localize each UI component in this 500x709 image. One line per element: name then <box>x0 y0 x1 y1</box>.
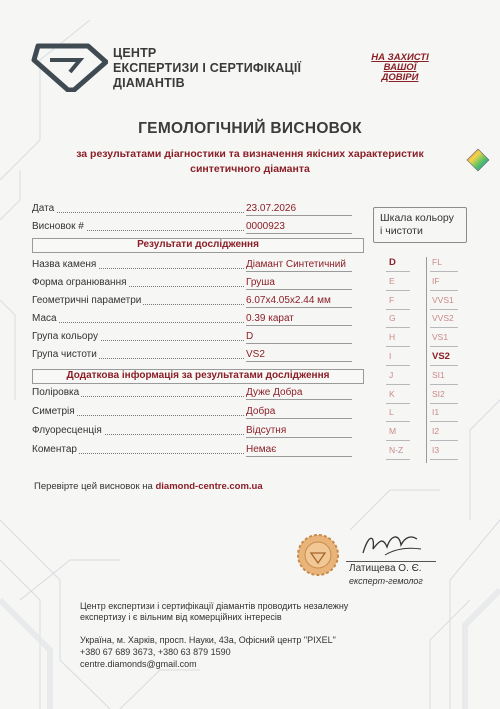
slogan-line-2: ВАШОЇ <box>383 62 417 73</box>
scale-separator <box>386 440 410 441</box>
results-row <box>32 259 352 273</box>
extra-row <box>32 444 352 458</box>
color-clarity-scale-title <box>373 207 467 243</box>
results-label: Геометричні параметри <box>32 295 142 306</box>
scale-separator <box>386 327 410 328</box>
color-grade-f: F <box>389 294 395 305</box>
date-value: 23.07.2026 <box>246 203 297 214</box>
slogan <box>354 53 446 83</box>
value-underline <box>246 418 352 419</box>
results-value: 6.07x4.05x2.44 мм <box>246 295 331 306</box>
color-grade-k: K <box>389 388 395 399</box>
value-underline <box>246 233 352 234</box>
extra-row <box>32 387 352 401</box>
document-title: ГЕМОЛОГІЧНИЙ ВИСНОВОК <box>138 120 362 137</box>
clarity-grade-vs2: VS2 <box>432 351 450 362</box>
subtitle-line-1: за результатами діагностики та визначення якісних характеристик <box>76 148 424 160</box>
extra-value: Добра <box>246 406 276 417</box>
scale-separator <box>386 403 410 404</box>
results-value: D <box>246 331 254 342</box>
color-grade-d: D <box>389 257 396 268</box>
results-label: Маса <box>32 313 57 324</box>
contact-info <box>80 634 336 670</box>
handwritten-signature <box>355 527 425 561</box>
color-grade-l: L <box>389 407 394 418</box>
extra-row <box>32 406 352 420</box>
scale-title-line-2: і чистоти <box>380 225 423 237</box>
value-underline <box>246 307 352 308</box>
clarity-grade-si2: SI2 <box>432 388 445 399</box>
dotted-leader <box>32 212 244 213</box>
scale-separator <box>386 309 410 310</box>
extra-section-header: Додаткова інформація за результатами дослідження <box>32 369 364 384</box>
scale-separator <box>386 421 410 422</box>
color-grade-i: I <box>389 351 392 361</box>
email-link[interactable]: centre.diamonds@gmail.com <box>80 659 197 669</box>
results-row <box>32 295 352 309</box>
results-row <box>32 349 352 363</box>
verify-text: Перевірте цей висновок на <box>34 481 153 492</box>
org-line-3: ДІАМАНТІВ <box>113 76 185 90</box>
scale-separator <box>386 459 410 460</box>
conclusion-number-value: 0000923 <box>246 221 285 232</box>
color-grade-e: E <box>389 275 395 286</box>
dotted-leader <box>32 322 244 323</box>
slogan-line-1: НА ЗАХИСТІ <box>371 52 429 63</box>
results-row <box>32 331 352 345</box>
results-row <box>32 277 352 291</box>
scale-separator <box>386 271 410 272</box>
scale-separator <box>430 440 458 441</box>
scale-divider <box>426 257 427 463</box>
scale-separator <box>430 271 458 272</box>
clarity-grade-i1: I1 <box>432 407 440 418</box>
document-subtitle <box>0 147 500 177</box>
value-underline <box>246 399 352 400</box>
diamond-logo-icon <box>28 42 108 92</box>
scale-separator <box>430 309 458 310</box>
clarity-grade-i3: I3 <box>432 445 440 455</box>
conclusion-number-label: Висновок # <box>32 221 84 232</box>
signer-role: експерт-гемолог <box>349 576 423 586</box>
extra-value: Відсутня <box>246 425 287 436</box>
scale-separator <box>386 290 410 291</box>
scale-separator <box>430 384 458 385</box>
org-line-2: ЕКСПЕРТИЗИ І СЕРТИФІКАЦІЇ <box>113 61 302 75</box>
results-row <box>32 313 352 327</box>
slogan-line-3: ДОВІРИ <box>381 72 419 83</box>
value-underline <box>246 437 352 438</box>
subtitle-line-2: синтетичного діаманта <box>190 163 310 175</box>
results-section-header: Результати дослідження <box>32 238 364 253</box>
hologram-sticker-icon <box>466 148 490 172</box>
value-underline <box>246 289 352 290</box>
phone-numbers: +380 67 689 3673, +380 63 879 1590 <box>80 647 231 657</box>
organization-name <box>113 46 301 91</box>
color-grade-g: G <box>389 313 396 324</box>
clarity-grade-si1: SI1 <box>432 369 445 380</box>
scale-separator <box>430 346 458 347</box>
clarity-grade-i2: I2 <box>432 426 440 437</box>
clarity-grade-vs1: VS1 <box>432 332 449 343</box>
results-label: Форма огранювання <box>32 277 127 288</box>
scale-separator <box>430 459 458 460</box>
org-line-1: ЦЕНТР <box>113 46 157 60</box>
scale-separator <box>386 365 410 366</box>
results-label: Назва каменя <box>32 259 97 270</box>
results-label: Група чистоти <box>32 349 97 360</box>
date-row <box>32 203 352 217</box>
value-underline <box>246 456 352 457</box>
clarity-grade-if: IF <box>432 275 440 286</box>
scale-separator <box>430 290 458 291</box>
footer-line-1: Центр експертизи і сертифікації діамантів проводить незалежну <box>80 601 349 611</box>
clarity-grade-vvs2: VVS2 <box>432 313 454 324</box>
color-grade-j: J <box>389 369 394 380</box>
extra-label: Симетрія <box>32 406 75 417</box>
footer-line-2: експертизу і є вільним від комерційних інтересів <box>80 612 282 622</box>
signer-name: Латищева О. Є. <box>349 563 422 574</box>
extra-label: Поліровка <box>32 387 80 398</box>
value-underline <box>246 325 352 326</box>
results-value: Діамант Синтетичний <box>246 259 346 270</box>
results-value: Груша <box>246 277 275 288</box>
color-grade-n-z: N-Z <box>389 445 404 455</box>
extra-value: Дуже Добра <box>246 387 303 398</box>
scale-separator <box>430 327 458 328</box>
scale-separator <box>430 403 458 404</box>
color-grade-m: M <box>389 426 397 437</box>
extra-label: Коментар <box>32 444 77 455</box>
extra-value: Немає <box>246 444 277 455</box>
extra-row <box>32 425 352 439</box>
results-value: 0.39 карат <box>246 313 294 324</box>
scale-title-line-1: Шкала кольору <box>380 212 454 224</box>
clarity-grade-fl: FL <box>432 257 442 267</box>
verification-note <box>34 481 263 492</box>
scale-separator <box>430 421 458 422</box>
clarity-grade-vvs1: VVS1 <box>432 294 454 305</box>
conclusion-number-row <box>32 221 352 235</box>
scale-separator <box>386 384 410 385</box>
scale-separator <box>430 365 458 366</box>
gold-seal-icon <box>296 533 340 577</box>
value-underline <box>246 215 352 216</box>
date-label: Дата <box>32 203 55 214</box>
extra-label: Флуоресценція <box>32 425 102 436</box>
results-label: Група кольору <box>32 331 98 342</box>
verify-website-link[interactable]: diamond-centre.com.ua <box>155 481 263 492</box>
address-text: Україна, м. Харків, просп. Науки, 43а, Офісний центр "PIXEL" <box>80 635 336 645</box>
color-grade-h: H <box>389 332 396 343</box>
scale-separator <box>386 346 410 347</box>
results-value: VS2 <box>246 349 265 360</box>
value-underline <box>246 271 352 272</box>
value-underline <box>246 343 352 344</box>
footer-statement <box>80 601 425 623</box>
signature-line <box>346 561 436 562</box>
value-underline <box>246 361 352 362</box>
